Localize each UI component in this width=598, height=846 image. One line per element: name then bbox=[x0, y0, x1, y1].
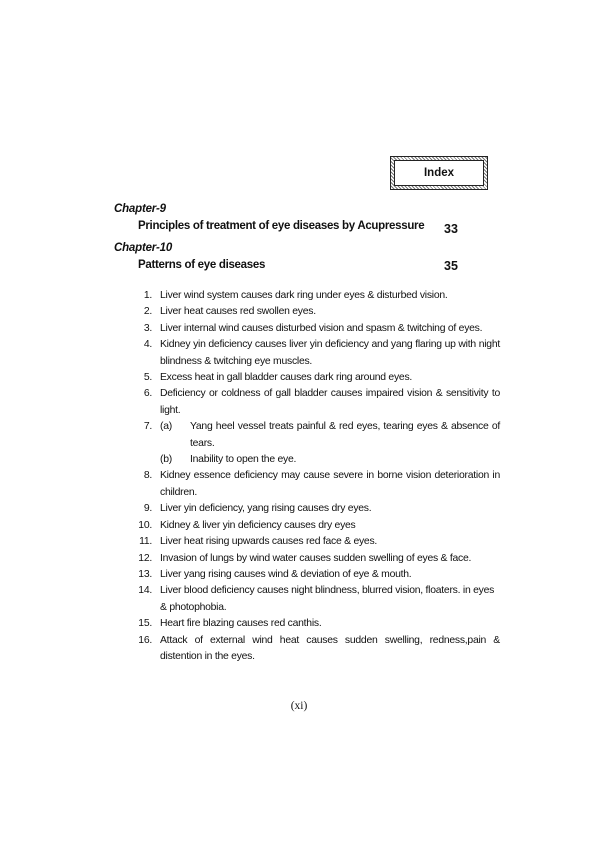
chapter-10-page: 35 bbox=[444, 259, 458, 273]
item-text: Attack of external wind heat causes sudden swelling, redness,pain & distention in the eyes. bbox=[160, 634, 500, 662]
page-number: (xi) bbox=[290, 700, 308, 712]
item-number: 11. bbox=[139, 536, 152, 548]
item-number: 9. bbox=[143, 503, 152, 515]
list-item bbox=[130, 304, 500, 320]
item-number: 7. bbox=[143, 421, 152, 433]
index-heading-box bbox=[390, 156, 488, 190]
item-text: Liver internal wind causes disturbed vision and spasm & twitching of eyes. bbox=[160, 322, 483, 334]
item-text: Liver wind system causes dark ring under eyes & disturbed vision. bbox=[160, 290, 448, 301]
item-text: Deficiency or coldness of gall bladder causes impaired vision & sensitivity to light. bbox=[160, 388, 500, 416]
list-item bbox=[130, 534, 500, 550]
sub-item-label: (b) bbox=[160, 454, 172, 466]
sub-item-text: Yang heel vessel treats painful & red eyes, tearing eyes & absence of tears. bbox=[190, 421, 500, 449]
list-item bbox=[130, 370, 500, 386]
item-text: Kidney yin deficiency causes liver yin deficiency and yang flaring up with night blindness & twitching eye muscles. bbox=[160, 339, 500, 367]
sub-item bbox=[160, 419, 500, 452]
item-text: Invasion of lungs by wind water causes sudden swelling of eyes & face. bbox=[160, 552, 472, 564]
list-item bbox=[130, 567, 500, 583]
list-item bbox=[130, 583, 500, 616]
sub-item bbox=[160, 452, 500, 468]
list-item bbox=[130, 518, 500, 534]
item-number: 14. bbox=[138, 585, 152, 597]
item-number: 1. bbox=[143, 290, 152, 301]
chapter-9-title: Principles of treatment of eye diseases by Acupressure bbox=[138, 220, 425, 232]
item-number: 15. bbox=[138, 618, 152, 630]
item-number: 2. bbox=[143, 306, 152, 318]
sub-item-label: (a) bbox=[160, 421, 172, 433]
item-number: 10. bbox=[138, 519, 152, 531]
item-text: Liver yin deficiency, yang rising causes dry eyes. bbox=[160, 503, 372, 515]
item-number: 4. bbox=[143, 339, 152, 351]
item-number: 12. bbox=[138, 552, 152, 564]
list-item bbox=[130, 321, 500, 337]
index-heading: Index bbox=[394, 160, 484, 186]
list-item bbox=[130, 616, 500, 632]
item-text: Heart fire blazing causes red canthis. bbox=[160, 618, 322, 630]
item-number: 8. bbox=[143, 470, 152, 482]
item-number: 6. bbox=[143, 388, 152, 400]
list-item bbox=[130, 551, 500, 567]
chapter-9-label: Chapter-9 bbox=[114, 203, 166, 215]
item-text: Liver heat rising upwards causes red face & eyes. bbox=[160, 536, 378, 548]
list-item bbox=[130, 501, 500, 517]
list-item bbox=[130, 419, 500, 468]
sub-item-text: Inability to open the eye. bbox=[190, 454, 297, 466]
item-number: 13. bbox=[138, 568, 152, 580]
item-text: Kidney essence deficiency may cause severe in borne vision deterioration in children. bbox=[160, 470, 500, 498]
item-number: 16. bbox=[138, 634, 152, 646]
eye-disease-pattern-list bbox=[130, 288, 500, 665]
list-item bbox=[130, 337, 500, 370]
item-text: Excess heat in gall bladder causes dark ring around eyes. bbox=[160, 372, 413, 384]
chapter-10-label: Chapter-10 bbox=[114, 242, 173, 254]
item-number: 3. bbox=[143, 322, 152, 334]
list-item bbox=[130, 633, 500, 666]
list-item bbox=[130, 288, 500, 304]
list-item bbox=[130, 386, 500, 419]
list-item bbox=[130, 468, 500, 501]
item-text: Kidney & liver yin deficiency causes dry eyes bbox=[160, 519, 356, 531]
item-text: Liver blood deficiency causes night blindness, blurred vision, floaters. in eyes & photophobia. bbox=[160, 585, 495, 613]
item-text: Liver yang rising causes wind & deviation of eye & mouth. bbox=[160, 568, 412, 580]
chapter-9-page: 33 bbox=[444, 222, 458, 236]
chapter-10-title: Patterns of eye diseases bbox=[138, 259, 266, 271]
item-number: 5. bbox=[143, 372, 152, 384]
item-text: Liver heat causes red swollen eyes. bbox=[160, 306, 316, 318]
